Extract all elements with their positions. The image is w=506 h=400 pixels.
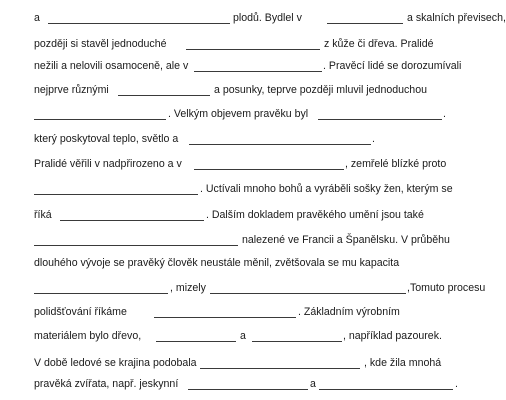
worksheet-line [34, 330, 474, 343]
line-text: který poskytoval teplo, světlo a [34, 133, 179, 145]
worksheet-line [34, 257, 474, 270]
line-text: , kde žila mnohá [364, 357, 442, 369]
line-text: . Pravěcí lidé se dorozumívali [323, 60, 462, 72]
worksheet-line [34, 306, 474, 319]
worksheet-line [34, 357, 474, 370]
line-text: a [310, 378, 316, 390]
fill-in-blank[interactable] [34, 293, 168, 294]
line-text: a [34, 12, 40, 24]
worksheet-line [34, 183, 474, 196]
line-text: materiálem bylo dřevo, [34, 330, 142, 342]
fill-in-blank[interactable] [34, 119, 166, 120]
line-text: nalezené ve Francii a Španělsku. V průběhu [242, 234, 450, 246]
fill-in-blank[interactable] [34, 194, 198, 195]
line-text: V době ledové se krajina podobala [34, 357, 197, 369]
fill-in-blank[interactable] [210, 293, 406, 294]
worksheet-line [34, 378, 474, 391]
fill-in-blank[interactable] [189, 144, 371, 145]
line-text: z kůže či dřeva. Pralidé [324, 38, 434, 50]
line-text: a [240, 330, 246, 342]
line-text: . [455, 378, 458, 390]
line-text: . Velkým objevem pravěku byl [168, 108, 309, 120]
worksheet-line [34, 60, 474, 73]
fill-in-blank[interactable] [154, 317, 296, 318]
line-text: a posunky, teprve později mluvil jednoduchou [214, 84, 427, 96]
fill-in-blank[interactable] [34, 245, 238, 246]
worksheet-line [34, 12, 506, 25]
fill-in-blank[interactable] [188, 389, 308, 390]
line-text: Pralidé věřili v nadpřirozeno a v [34, 158, 182, 170]
fill-in-blank[interactable] [48, 23, 230, 24]
worksheet-line [34, 158, 474, 171]
line-text: pravěká zvířata, např. jeskynní [34, 378, 179, 390]
fill-in-blank[interactable] [186, 49, 320, 50]
fill-in-blank[interactable] [319, 389, 453, 390]
fill-in-blank[interactable] [118, 95, 210, 96]
worksheet-line [34, 209, 474, 222]
line-text: , mizely [170, 282, 206, 294]
fill-in-blank[interactable] [60, 220, 204, 221]
worksheet-line [34, 133, 474, 146]
line-text: a skalních převisech, [407, 12, 506, 24]
fill-in-blank[interactable] [156, 341, 236, 342]
fill-in-blank[interactable] [252, 341, 342, 342]
fill-in-blank[interactable] [327, 23, 403, 24]
fill-in-blank[interactable] [200, 368, 360, 369]
fill-in-blank[interactable] [318, 119, 442, 120]
line-text: říká [34, 209, 52, 221]
line-text: ,Tomuto procesu [407, 282, 486, 294]
line-text: . [443, 108, 446, 120]
worksheet-line [34, 282, 486, 295]
worksheet-line [34, 108, 474, 121]
line-text: později si stavěl jednoduché [34, 38, 167, 50]
line-text: . Dalším dokladem pravěkého umění jsou také [206, 209, 424, 221]
line-text: , například pazourek. [343, 330, 442, 342]
line-text: polidšťování říkáme [34, 306, 127, 318]
fill-in-blank[interactable] [194, 71, 322, 72]
worksheet-line [34, 234, 474, 247]
line-text: nejprve různými [34, 84, 109, 96]
line-text: plodů. Bydlel v [233, 12, 302, 24]
line-text: , zemřelé blízké proto [345, 158, 447, 170]
worksheet-line [34, 38, 474, 51]
line-text: . Uctívali mnoho bohů a vyráběli sošky žen, kterým se [200, 183, 453, 195]
worksheet-line [34, 84, 474, 97]
fill-in-blank[interactable] [194, 169, 344, 170]
line-text: dlouhého vývoje se pravěký člověk neustále měnil, zvětšovala se mu kapacita [34, 257, 400, 269]
line-text: . Základním výrobním [298, 306, 400, 318]
line-text: nežili a nelovili osamoceně, ale v [34, 60, 189, 72]
line-text: . [372, 133, 375, 145]
